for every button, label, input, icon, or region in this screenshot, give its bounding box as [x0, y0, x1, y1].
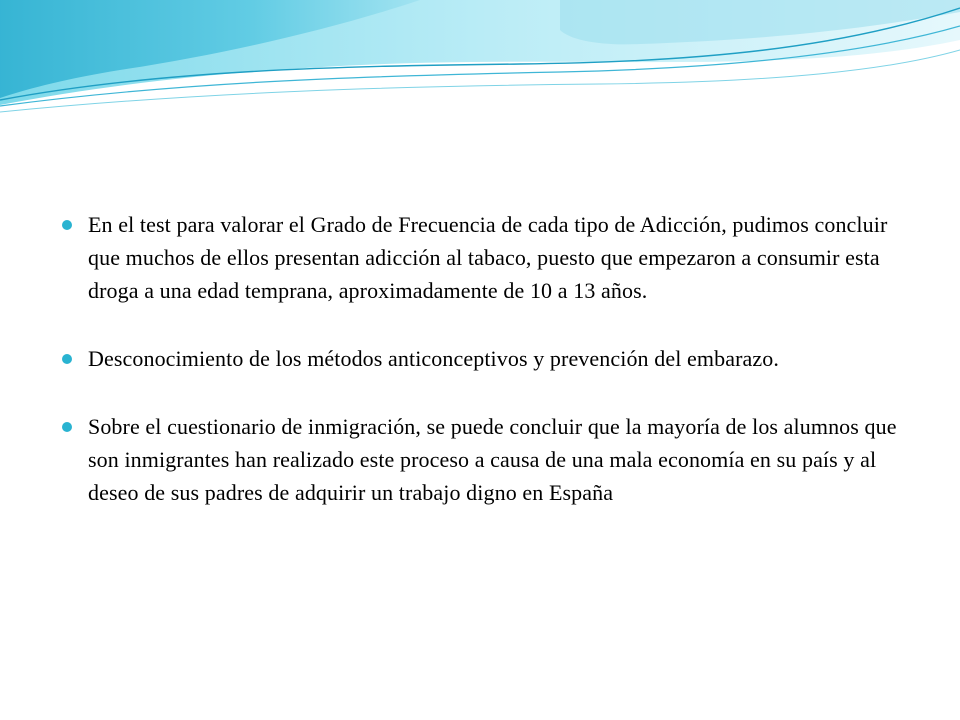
bullet-text: En el test para valorar el Grado de Frecuencia de cada tipo de Adicción, pudimos concluir que muchos de ellos presentan adicción al tabaco, puesto que empezaron a consumir esta droga a una edad temprana, aproximadamente de 10 a 13 años.: [88, 212, 888, 303]
bullet-item-immigration: [62, 410, 922, 509]
bullet-list: [62, 208, 922, 544]
header-wave-decoration: [0, 0, 960, 130]
bullet-dot-icon: [62, 422, 72, 432]
bullet-item-addiction-test: [62, 208, 922, 307]
bullet-text: Sobre el cuestionario de inmigración, se puede concluir que la mayoría de los alumnos que son inmigrantes han realizado este proceso a causa de una mala economía en su país y al deseo de sus padres de adquirir un trabajo digno en España: [88, 414, 897, 505]
bullet-text: Desconocimiento de los métodos anticonceptivos y prevención del embarazo.: [88, 346, 779, 371]
bullet-item-contraception: [62, 342, 922, 375]
bullet-dot-icon: [62, 220, 72, 230]
bullet-dot-icon: [62, 354, 72, 364]
